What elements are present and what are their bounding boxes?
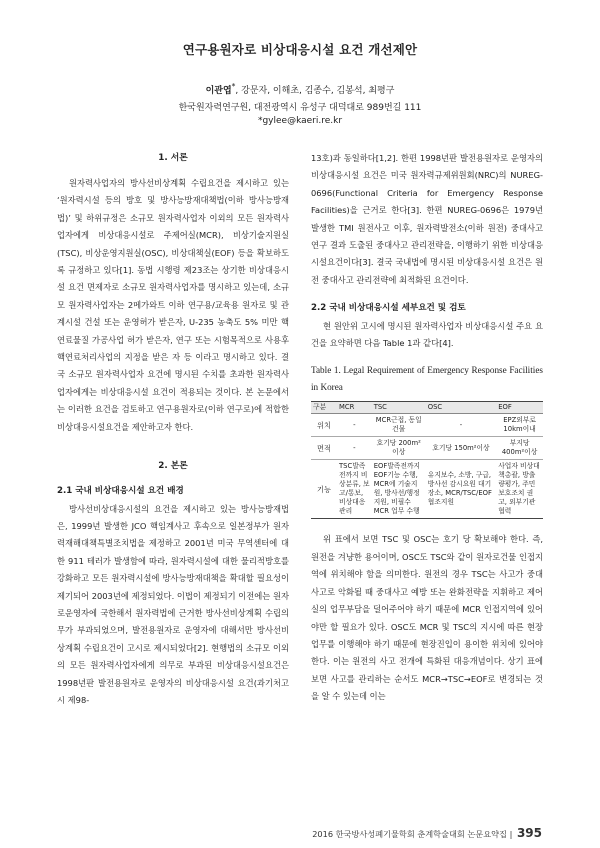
table-cell: 호기당 200m²이상: [372, 437, 426, 460]
table-discussion-paragraph: 위 표에서 보면 TSC 및 OSC는 호기 당 확보해야 한다. 즉, 원전을 겨냥한 용어이며, OSC도 TSC와 같이 원자로건물 인접지역에 위치해야 함을 의미한다. 원전의 경우 TSC는 사고가 중대사고로 악화될 때 중대사고 예방 또는 완화전략을 지휘하고 제어실의 업무부담을 덜어주어야 하기 때문에 MCR 인접지역에 있어야만 할 필요가 있다. OSC도 MCR 및 TSC의 지시에 따른 현장업무를 이행해야 하기 때문에 현장진입이 용이한 위치에 있어야 한다. 이는 원전의 사고 전개에 특화된 대응개념이다. 상기 표에 보면 사고를 관리하는 순서도 MCR→TSC→EOF로 변경되는 것을 알 수 있는데 이는: [311, 534, 543, 702]
page-number: 395: [516, 826, 542, 840]
table-header-cell: MCR: [337, 402, 372, 414]
table-cell: TSC발족전까지 비상분류, 보고/통보, 비상대응관리: [337, 460, 372, 519]
table-cell: 유지보수, 소방, 구급, 방사선 감시요원 대기장소, MCR/TSC/EOF 협조지원: [426, 460, 496, 519]
row-label: 기능: [311, 460, 337, 519]
table-cell: 부지당 400m²이상: [496, 437, 543, 460]
table-cell: MCR근접, 동일건물: [372, 414, 426, 437]
footer-separator: |: [509, 829, 513, 839]
table-cell: 사업자 비상대책총괄, 방출량평가, 주민보호조치 권고, 외부기관 협력: [496, 460, 543, 519]
table-row: [311, 460, 543, 519]
paper-title: 연구용원자로 비상대응시설 요건 개선제안: [182, 42, 418, 57]
subsection-2-1-heading: 2.1 국내 비상대응시설 요건 배경: [57, 486, 184, 497]
affiliation: 한국원자력연구원, 대전광역시 유성구 대덕대로 989번길 111: [178, 103, 422, 113]
intro-heading: 1. 서론: [158, 153, 188, 163]
coauthors: , 강문자, 이해초, 김종수, 김봉석, 최평구: [235, 86, 395, 96]
table-cell: -: [337, 437, 372, 460]
table-caption: Table 1. Legal Requirement of Emergency Response Facilities in Korea: [311, 365, 543, 392]
table-header-row: [311, 402, 543, 414]
table-header-cell: EOF: [496, 402, 543, 414]
proceedings-name: 2016 한국방사성폐기물학회 춘계학술대회 논문요약집: [312, 829, 507, 839]
author-email: *gylee@kaeri.re.kr: [257, 116, 343, 126]
table-header-cell: 구분: [311, 402, 337, 414]
right-column: [311, 150, 543, 706]
left-column: [57, 150, 289, 709]
body-heading: 2. 본론: [158, 461, 188, 472]
subsection-2-2-paragraph: 현 원안위 고시에 명시된 원자력사업자 비상대응시설 주요 요건을 요약하면 다음 Table 1과 같다[4].: [311, 320, 543, 349]
continued-paragraph: 13호)과 동일하다[1,2]. 한편 1998년판 발전용원자로 운영자의 비상대응시설 요건은 미국 원자력규제위원회(NRC)의 NUREG-0696(Functional Criteria for Emergency Response Facilities)을 근거로 한다[3]. 한편 NUREG-0696은 1979년 발생한 TMI 원전사고 이후, 원자력발전소(이하 원전) 중대사고 연구 결과 도출된 중대사고 관리전략을, 이행하기 위한 비상대응시설요건이다[3]. 결국 국내법에 명시된 비상대응시설 요건은 원전 중대사고 관리전략에 최적화된 요건이다.: [311, 153, 543, 285]
table-cell: 호기당 150m²이상: [426, 437, 496, 460]
table-cell: EPZ외부로 10km이내: [496, 414, 543, 437]
table-cell: -: [426, 414, 496, 437]
table-row: [311, 414, 543, 437]
subsection-2-2-heading: 2.2 국내 비상대응시설 세부요건 및 검토: [311, 303, 466, 314]
table-header-cell: OSC: [426, 402, 496, 414]
subsection-2-1-paragraph: 방사선비상대응시설의 요건을 제시하고 있는 방사능방재법은, 1999년 발생한 JCO 핵임계사고 후속으로 일본정부가 원자력재해대책특별조치법을 제정하고 2001년 미국 무역센터에 대한 911 테러가 발생함에 따라, 원자력시설에 대한 물리적방호를 강화하고 모든 원자력시설에 방사능방재대책을 확대할 필요성이 제기되어 2003년에 제정되었다. 이법이 제정되기 이전에는 원자로운영자에 국한해서 원자력법에 근거한 방사선비상계획 수립의무가 부과되었으며, 발전용원자로 운영자에 대해서만 방사선비상계획 수립요건이 고시로 제시되었다[2]. 현행법의 소규모 이외의 모든 원자력사업자에게 의무로 부과된 비상대응시설요건은 1998년판 발전용원자로 운영자의 비상대응시설 요건(과기처고시 제98-: [57, 503, 289, 705]
requirements-table: [311, 401, 543, 519]
author-line: [0, 82, 600, 96]
intro-paragraph: 원자력사업자의 방사선비상계획 수립요건을 제시하고 있는 ‘원자력시설 등의 방호 및 방사능방재대책법(이하 방사능방재법)’ 및 하위규정은 소규모 원자력사업자 이외의 모든 원자력사업자에게 비상대응시설로 주제어실(MCR), 비상기술지원실(TSC), 비상운영지원실(OSC), 비상대책실(EOF) 등을 확보하도록 규정하고 있다[1]. 동법 시행령 제23조는 상기한 비상대응시설 요건 면제자로 소규모 원자력사업자를 명시하고 있는데, 소규모 원자력사업자는 2메가와트 이하 연구용/교육용 원자로 및 관계시설 건설 또는 운영허가 받은자, U-235 농축도 5% 미만 핵연료물질 가공사업 허가 받은자, 연구 또는 시험목적으로 사용후핵연료처리사업의 지정을 받은 자 등 이라고 명시하고 있다. 결국 소규모 원자력사업자 요건에 명시된 수치를 초과한 원자력사업자에게는 비상대응시설 요건이 적용되는 것이다. 본 논문에서는 이러한 요건을 검토하고 연구용원자로(이하 연구로)에 적합한 비상대응시설요건을 제안하고자 한다.: [57, 178, 289, 432]
table-row: [311, 437, 543, 460]
page-footer: [312, 826, 542, 840]
row-label: 위치: [311, 414, 337, 437]
table-header-cell: TSC: [372, 402, 426, 414]
table-cell: -: [337, 414, 372, 437]
lead-author: 이관엽: [205, 86, 232, 96]
row-label: 면적: [311, 437, 337, 460]
corresponding-mark: *: [231, 82, 236, 91]
table-cell: EOF발족전까지 EOF기능 수행, MCR에 기술지원, 방사선/행정지원, 비필수MCR 업무 수행: [372, 460, 426, 519]
